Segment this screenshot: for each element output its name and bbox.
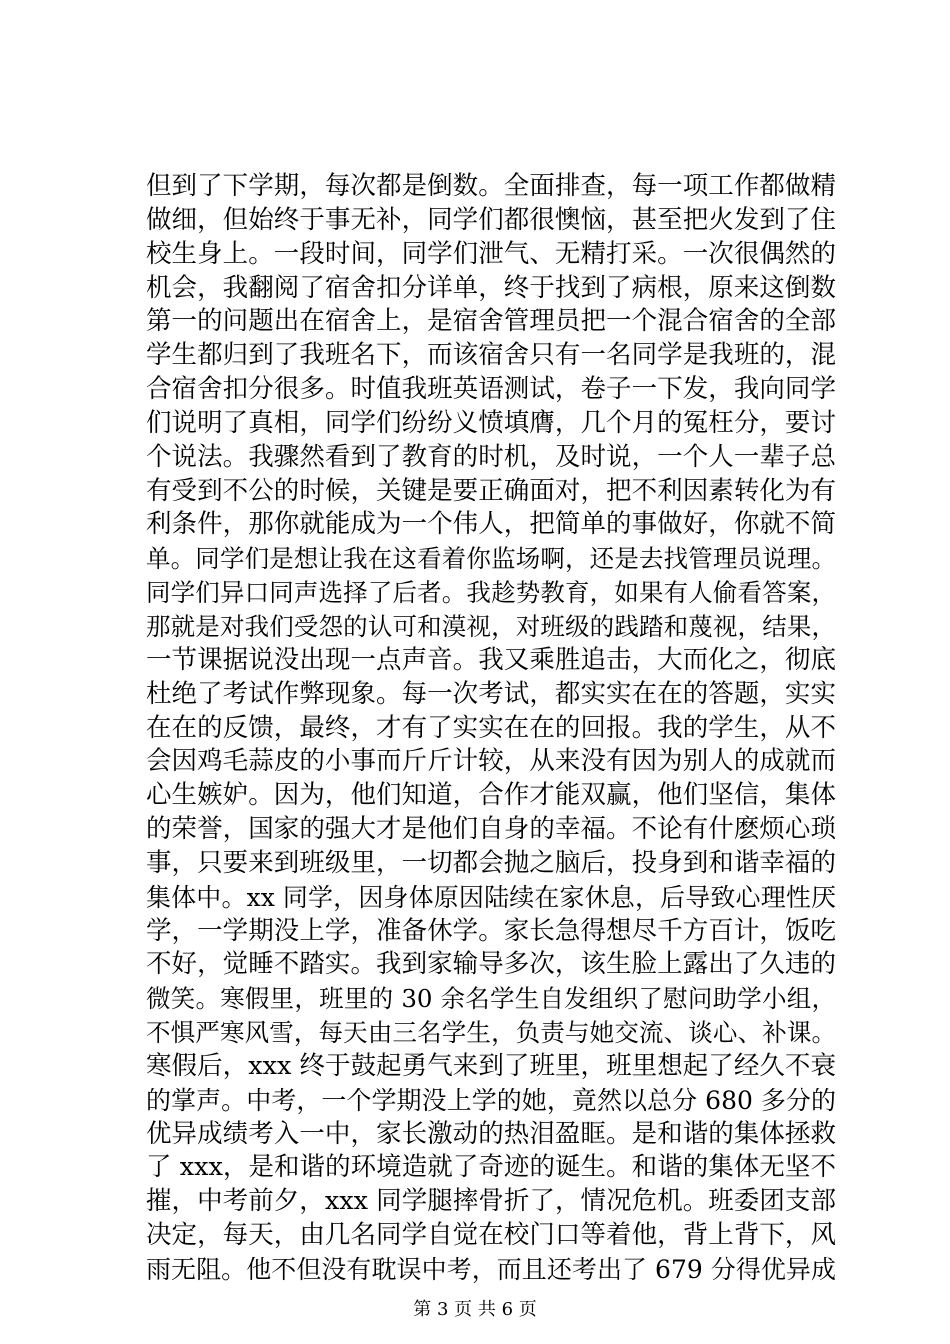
text-line: 的掌声。中考，一个学期没上学的她，竟然以总分 680 多分的 <box>146 1085 836 1115</box>
text-line: 学，一学期没上学，准备休学。家长急得想尽千方百计，饭吃 <box>146 915 836 946</box>
text-line: 摧，中考前夕，xxx 同学腿摔骨折了，情况危机。班委团支部 <box>146 1186 836 1217</box>
text-line: 雨无阻。他不但没有耽误中考，而且还考出了 679 分得优异成 <box>146 1255 836 1284</box>
text-line: 决定，每天，由几名同学自觉在校门口等着他，背上背下，风 <box>146 1220 836 1251</box>
text-line: 第一的问题出在宿舍上，是宿舍管理员把一个混合宿舍的全部 <box>146 306 836 337</box>
text-line: 了 xxx，是和谐的环境造就了奇迹的诞生。和谐的集体无坚不 <box>146 1152 836 1183</box>
text-line: 但到了下学期，每次都是倒数。全面排查，每一项工作都做精 <box>146 171 836 201</box>
text-line: 会因鸡毛蒜皮的小事而斤斤计较，从来没有因为别人的成就而 <box>146 746 836 777</box>
page-number-label: 第 3 页 共 6 页 <box>413 1299 537 1320</box>
text-line: 校生身上。一段时间，同学们泄气、无精打采。一次很偶然的 <box>146 238 836 269</box>
text-line: 不惧严寒风雪，每天由三名学生，负责与她交流、谈心、补课。 <box>146 1018 836 1048</box>
text-line: 寒假后，xxx 终于鼓起勇气来到了班里，班里想起了经久不衰 <box>146 1050 836 1081</box>
text-line: 一节课据说没出现一点声音。我又乘胜追击，大而化之，彻底 <box>146 644 836 675</box>
text-line: 机会，我翻阅了宿舍扣分详单，终于找到了病根，原来这倒数 <box>146 272 836 303</box>
text-line: 个说法。我骤然看到了教育的时机，及时说，一个人一辈子总 <box>146 441 836 472</box>
text-line: 们说明了真相，同学们纷纷义愤填膺，几个月的冤枉分，要讨 <box>146 407 836 438</box>
text-line: 心生嫉妒。因为，他们知道，合作才能双赢，他们坚信，集体 <box>146 780 836 811</box>
text-line: 的荣誉，国家的强大才是他们自身的幸福。不论有什麽烦心琐 <box>146 814 836 845</box>
text-line: 在在的反馈，最终，才有了实实在在的回报。我的学生，从不 <box>146 712 836 743</box>
text-line: 杜绝了考试作弊现象。每一次考试，都实实在在的答题，实实 <box>146 678 836 709</box>
text-line: 同学们异口同声选择了后者。我趁势教育，如果有人偷看答案， <box>146 578 836 608</box>
text-line: 有受到不公的时候，关键是要正确面对，把不利因素转化为有 <box>146 475 836 506</box>
text-line: 合宿舍扣分很多。时值我班英语测试，卷子一下发，我向同学 <box>146 374 836 405</box>
text-line: 集体中。xx 同学，因身体原因陆续在家休息，后导致心理性厌 <box>146 882 836 912</box>
page-footer <box>0 1298 950 1322</box>
text-line: 事，只要来到班级里，一切都会抛之脑后，投身到和谐幸福的 <box>146 847 836 878</box>
text-line: 做细，但始终于事无补，同学们都很懊恼，甚至把火发到了住 <box>146 204 836 235</box>
text-line: 学生都归到了我班名下，而该宿舍只有一名同学是我班的，混 <box>146 340 836 371</box>
text-line: 优异成绩考入一中，家长激动的热泪盈眶。是和谐的集体拯救 <box>146 1118 836 1149</box>
text-line: 微笑。寒假里，班里的 30 余名学生自发组织了慰问助学小组， <box>146 984 836 1014</box>
body-text <box>146 170 836 1287</box>
text-line: 不好，觉睡不踏实。我到家输导多次，该生脸上露出了久违的 <box>146 949 836 980</box>
text-line: 那就是对我们受怨的认可和漠视，对班级的践踏和蔑视，结果， <box>146 611 836 641</box>
text-line: 利条件，那你就能成为一个伟人，把简单的事做好，你就不简 <box>146 509 836 540</box>
text-line: 单。同学们是想让我在这看着你监场啊，还是去找管理员说理。 <box>146 544 836 574</box>
